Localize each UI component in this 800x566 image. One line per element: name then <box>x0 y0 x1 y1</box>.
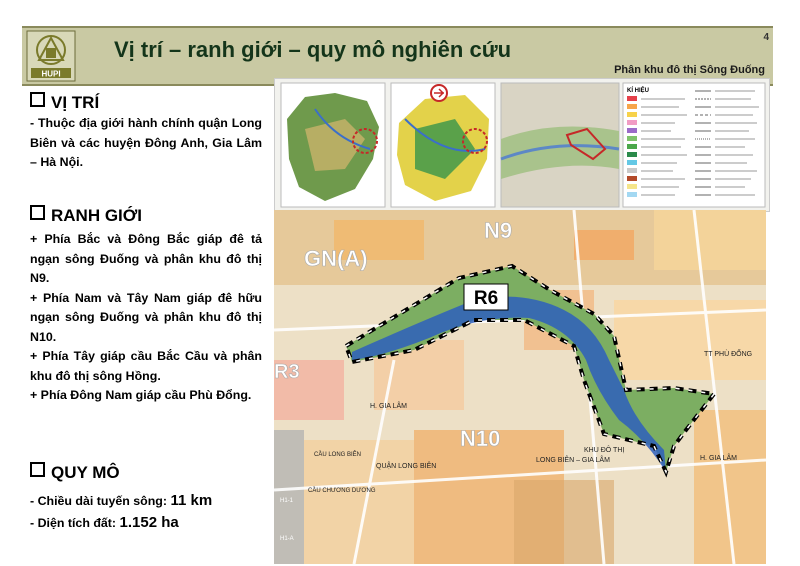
location-text: - Thuộc địa giới hành chính quận Long Biên và các huyện Đông Anh, Gia Lâm – Hà Nội. <box>30 116 262 169</box>
checkbox-bullet-icon <box>30 92 45 107</box>
legend-title: KÍ HIỆU <box>627 88 650 94</box>
checkbox-bullet-icon <box>30 462 45 477</box>
reference-maps-strip <box>274 78 770 212</box>
hupi-logo <box>26 30 76 82</box>
label-tt-phu-dong: TT PHÙ ĐỔNG <box>704 351 753 358</box>
page-title: Vị trí – ranh giới – quy mô nghiên cứu <box>114 37 512 62</box>
thumbnail-map-city <box>391 83 495 207</box>
label-r3: R3 <box>274 361 300 383</box>
boundary-item: + Phía Bắc và Đông Bắc giáp đê tả ngạn sông Đuống và phân khu đô thị N9. <box>30 232 262 285</box>
label-h1-a: H1-A <box>280 536 294 542</box>
label-h-gia-lam-right: H. GIA LÂM <box>700 455 737 462</box>
section-heading-location: VỊ TRÍ <box>30 92 99 113</box>
label-h-gia-lam-left: H. GIA LÂM <box>370 403 407 410</box>
section-heading-boundary: RANH GIỚI <box>30 205 142 226</box>
label-n10: N10 <box>460 426 501 451</box>
label-cau-long-bien: CẦU LONG BIÊN <box>314 452 362 458</box>
boundary-list <box>30 230 262 406</box>
label-h1-1: H1-1 <box>280 498 294 504</box>
scale-length: - Chiều dài tuyến sông: 11 km <box>30 492 213 509</box>
boundary-item: + Phía Tây giáp cầu Bắc Cầu và phân khu đô thị sông Hồng. <box>30 349 262 383</box>
label-cau-chuong-duong: CẦU CHƯƠNG DƯƠNG <box>308 488 376 494</box>
boundary-item: + Phía Đông Nam giáp cầu Phù Đổng. <box>30 388 252 402</box>
page-subtitle: Phân khu đô thị Sông Đuống <box>614 64 765 76</box>
boundary-item: + Phía Nam và Tây Nam giáp đê hữu ngạn sông Đuống và phân khu đô thị N10. <box>30 290 262 344</box>
header-bar <box>22 26 773 86</box>
label-gn-a: GN(A) <box>304 246 368 271</box>
checkbox-bullet-icon <box>30 205 45 220</box>
legend-panel <box>623 83 765 207</box>
page-number: 4 <box>763 32 769 43</box>
label-khu-do-thi: KHU ĐÔ THỊ <box>584 447 625 454</box>
main-zoning-map <box>274 210 766 564</box>
section-heading-scale: QUY MÔ <box>30 462 120 483</box>
label-r6: R6 <box>473 288 499 309</box>
label-long-bien-gia-lam: LONG BIÊN – GIA LÂM <box>536 457 610 464</box>
thumbnail-map-region <box>281 83 385 207</box>
svg-text:HUPI: HUPI <box>41 69 61 79</box>
scale-area: - Diện tích đất: 1.152 ha <box>30 514 179 531</box>
label-quan-long-bien: QUẬN LONG BIÊN <box>376 463 437 470</box>
label-n9: N9 <box>484 218 513 243</box>
thumbnail-map-zoning <box>501 83 619 207</box>
